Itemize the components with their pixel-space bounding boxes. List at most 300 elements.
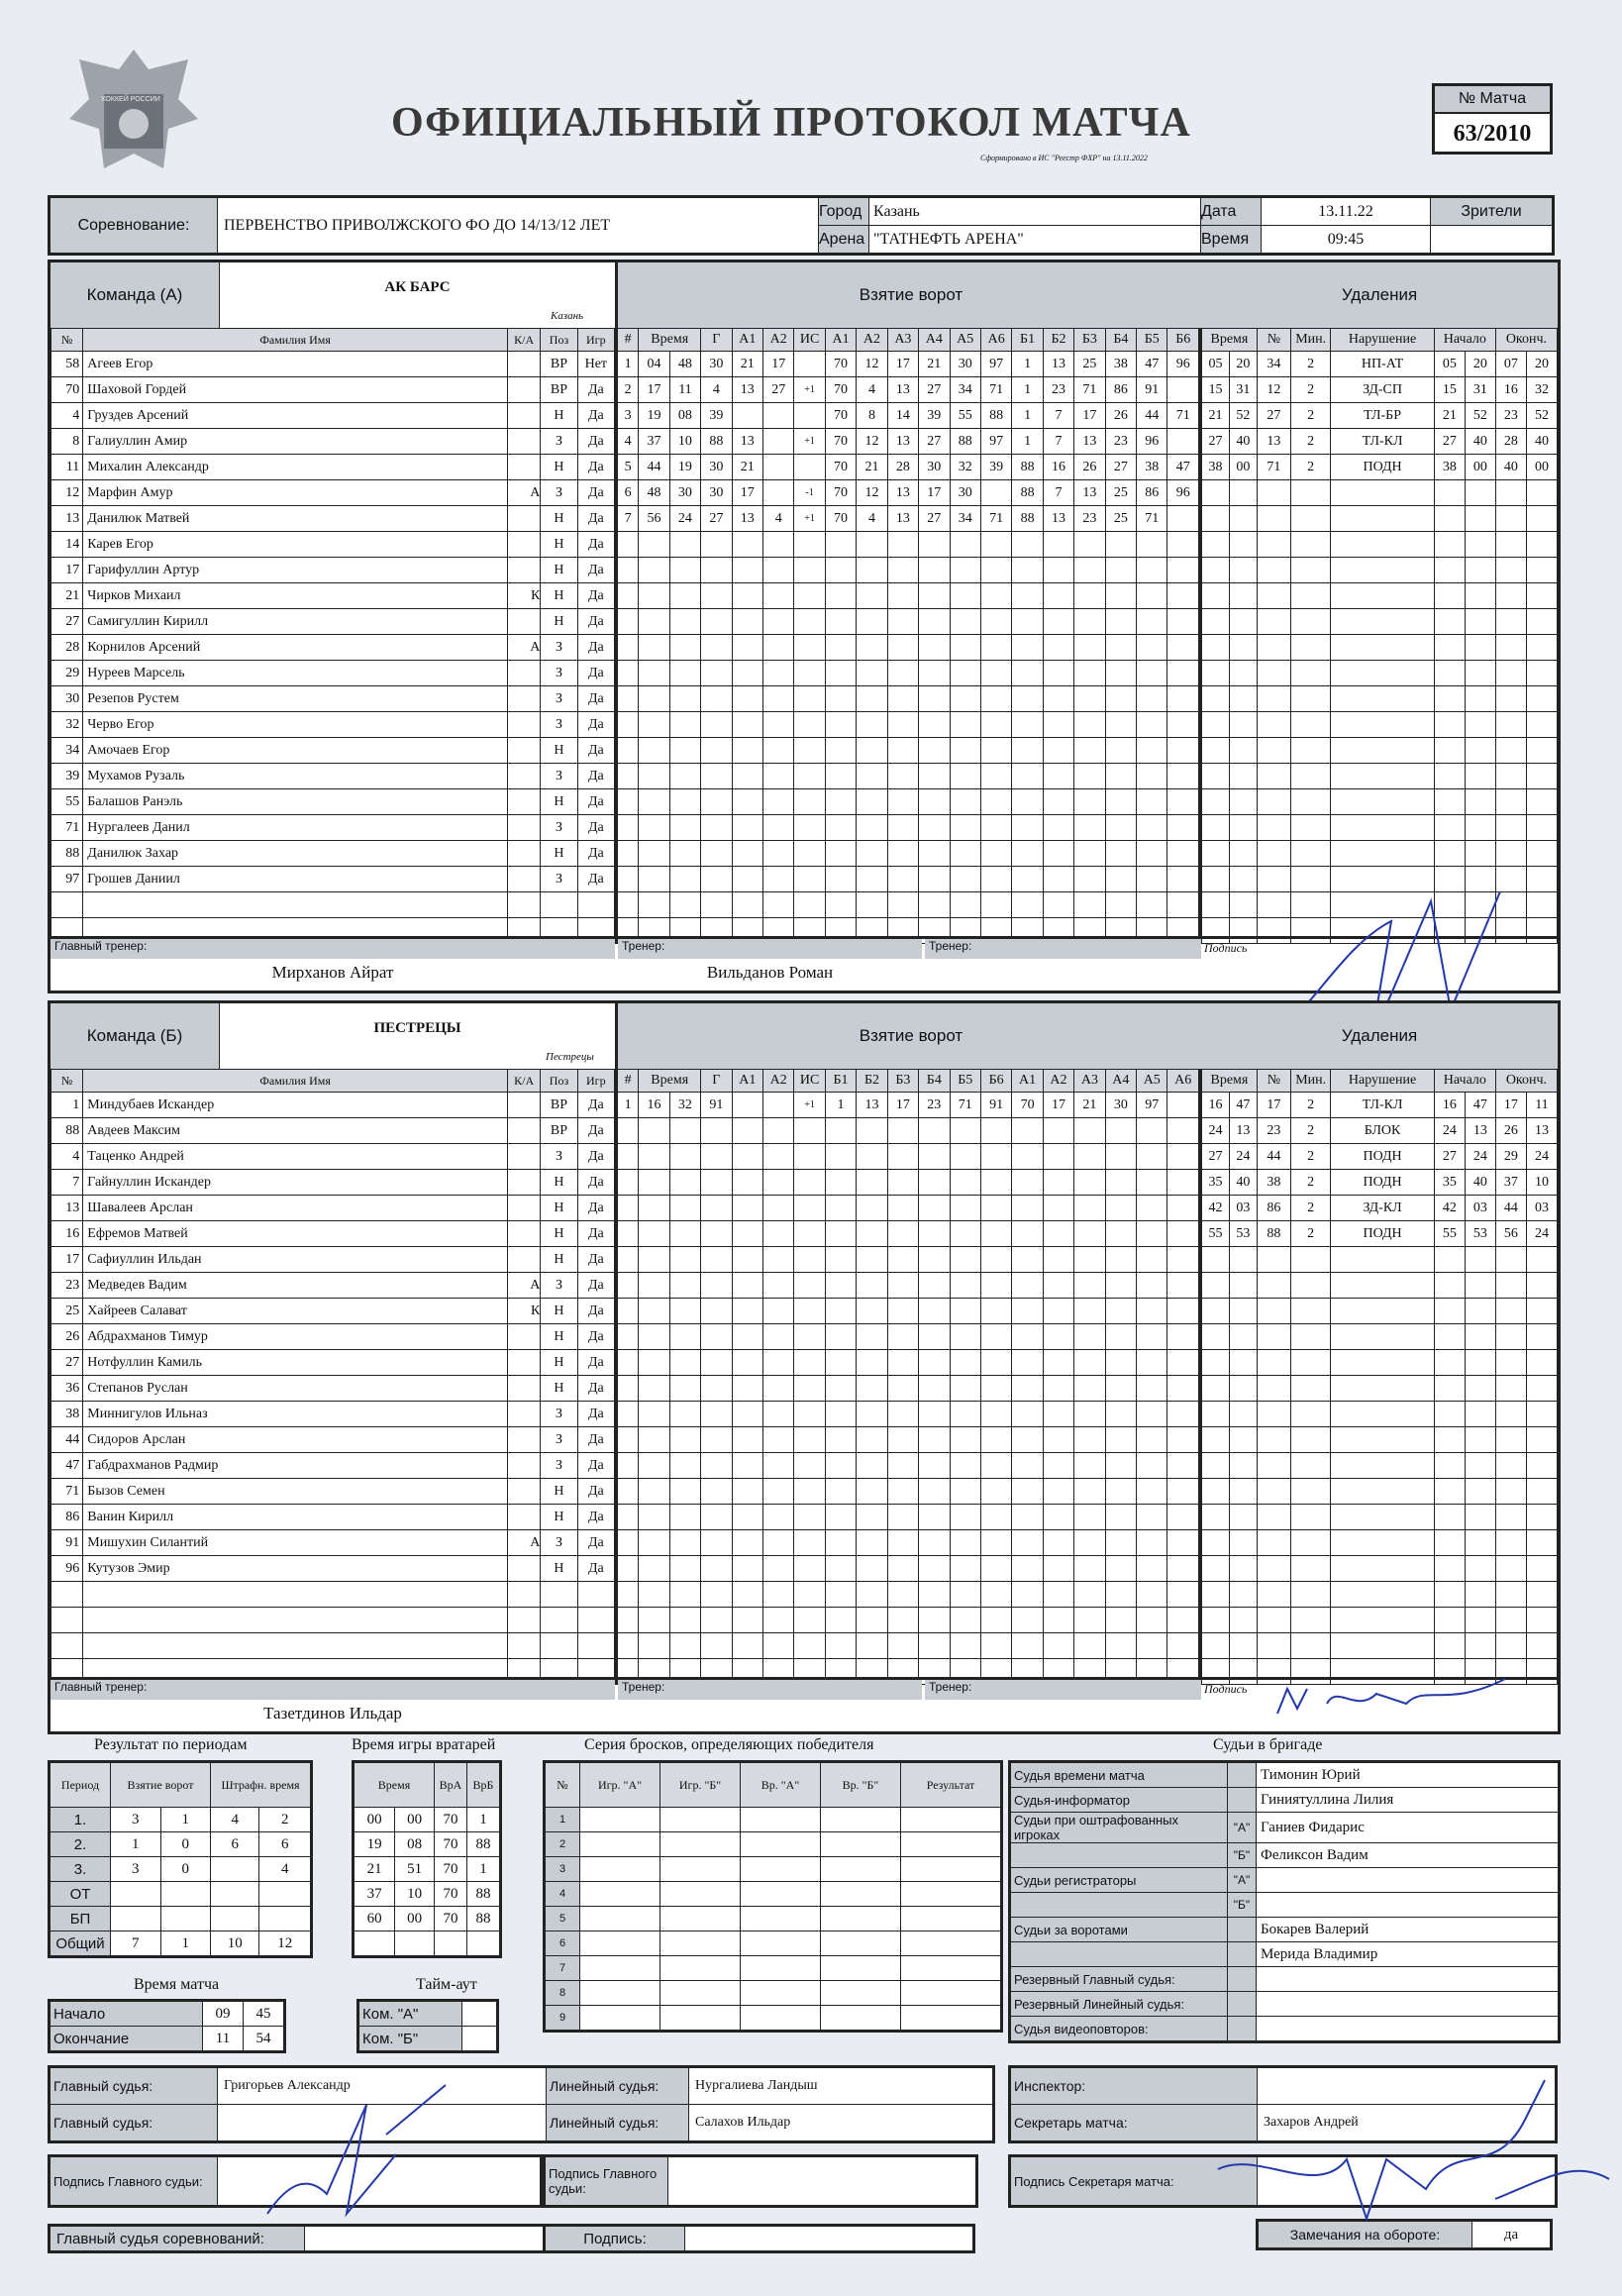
- time-label: Время: [1201, 226, 1262, 255]
- roster-col-header: К/А: [508, 329, 541, 352]
- penalty-cell: [1434, 1376, 1465, 1402]
- penalty-cell: [1257, 686, 1290, 712]
- goal-cell: [950, 1196, 980, 1221]
- goal-col-header: Г: [701, 1070, 732, 1093]
- penalty-cell: [1290, 661, 1330, 686]
- penalty-cell: ТЛ-КЛ: [1331, 429, 1434, 455]
- goal-cell: 27: [1105, 455, 1136, 480]
- goal-cell: [950, 686, 980, 712]
- penalty-cell: ПОДН: [1331, 1221, 1434, 1247]
- goal-cell: [919, 686, 950, 712]
- penalty-cell: [1229, 738, 1257, 764]
- goal-cell: [639, 532, 669, 558]
- goal-cell: [919, 1530, 950, 1556]
- goal-cell: [1105, 661, 1136, 686]
- remarks-value: да: [1472, 2221, 1552, 2249]
- goal-cell: [1012, 892, 1043, 918]
- goal-cell: [1043, 892, 1073, 918]
- player-role: К: [508, 583, 541, 609]
- goal-cell: [794, 1324, 825, 1350]
- roster-row: [51, 892, 615, 918]
- penalty-cell: [1331, 1273, 1434, 1299]
- player-name: [83, 1582, 508, 1608]
- player-plays: [577, 1582, 614, 1608]
- player-role: [508, 1118, 541, 1144]
- federation-emblem: [50, 40, 218, 193]
- player-role: К: [508, 1299, 541, 1324]
- goal-cell: [701, 867, 732, 892]
- goal-cell: [1105, 609, 1136, 635]
- penalty-cell: [1331, 1479, 1434, 1505]
- goal-cell: [1074, 1402, 1105, 1427]
- penalty-cell: 28: [1495, 429, 1526, 455]
- roster-row: [51, 480, 615, 506]
- goal-cell: [887, 1376, 918, 1402]
- goal-cell: 23: [1074, 506, 1105, 532]
- penalty-cell: 16: [1495, 377, 1526, 403]
- goal-cell: 44: [1137, 403, 1167, 429]
- penalty-cell: [1434, 1273, 1465, 1299]
- penalty-cell: [1434, 1402, 1465, 1427]
- shootout-number: 5: [545, 1907, 580, 1931]
- goal-cell: [825, 712, 856, 738]
- goal-col-header: А2: [857, 329, 887, 352]
- penalty-cell: [1495, 841, 1526, 867]
- goal-cell: [1137, 1144, 1167, 1170]
- penalty-cell: [1202, 1633, 1230, 1659]
- goal-cell: [887, 1221, 918, 1247]
- roster-col-header: Поз: [541, 329, 577, 352]
- penalty-cell: 05: [1202, 352, 1230, 377]
- team-b-coach-label: Тренер:: [618, 1680, 922, 1700]
- goal-cell: [825, 1144, 856, 1170]
- penalty-cell: [1290, 1633, 1330, 1659]
- player-plays: Да: [577, 1273, 614, 1299]
- goal-cell: [669, 1196, 700, 1221]
- player-position: З: [541, 1453, 577, 1479]
- penalty-row: [1202, 1505, 1558, 1530]
- shootout-cell: [821, 1832, 901, 1857]
- shootout-cell: [660, 1808, 741, 1832]
- penalty-cell: [1290, 815, 1330, 841]
- penalty-cell: [1495, 712, 1526, 738]
- goal-cell: 13: [732, 429, 762, 455]
- penalty-cell: 53: [1229, 1221, 1257, 1247]
- timeout-a-value: [462, 2001, 498, 2027]
- goal-cell: 4: [857, 377, 887, 403]
- referee-name: Тимонин Юрий: [1257, 1762, 1560, 1788]
- goal-cell: [762, 532, 793, 558]
- penalty-row: [1202, 1299, 1558, 1324]
- goal-cell: 88: [1012, 480, 1043, 506]
- team-b-signature-label: Подпись: [1204, 1682, 1248, 1696]
- goal-cell: [857, 1196, 887, 1221]
- goal-cell: [1137, 815, 1167, 841]
- penalty-cell: [1229, 1247, 1257, 1273]
- penalty-cell: [1495, 1608, 1526, 1633]
- goal-cell: [1137, 892, 1167, 918]
- goal-cell: [887, 1196, 918, 1221]
- penalty-cell: [1331, 1505, 1434, 1530]
- goal-cell: [639, 789, 669, 815]
- player-role: [508, 738, 541, 764]
- goal-cell: [887, 892, 918, 918]
- goal-cell: [732, 1350, 762, 1376]
- goal-cell: [701, 1582, 732, 1608]
- goal-cell: [1105, 789, 1136, 815]
- goal-cell: [980, 1221, 1011, 1247]
- penalty-cell: 27: [1202, 429, 1230, 455]
- goal-cell: [1043, 1608, 1073, 1633]
- goal-cell: [762, 1505, 793, 1530]
- goal-cell: [1105, 1530, 1136, 1556]
- penalty-cell: [1331, 1376, 1434, 1402]
- roster-col-header: Фамилия Имя: [83, 329, 508, 352]
- goal-cell: [919, 583, 950, 609]
- referee-role: Судья времени матча: [1010, 1762, 1228, 1788]
- penalty-cell: [1290, 686, 1330, 712]
- goal-cell: [762, 1479, 793, 1505]
- shootout-cell: [660, 1956, 741, 1981]
- goal-cell: [919, 738, 950, 764]
- goal-cell: 13: [732, 506, 762, 532]
- goal-cell: [1012, 1273, 1043, 1299]
- goal-cell: 30: [701, 352, 732, 377]
- goal-cell: [950, 558, 980, 583]
- referee-name: Мерида Владимир: [1257, 1942, 1560, 1967]
- goal-cell: [732, 1582, 762, 1608]
- penalty-cell: 15: [1434, 377, 1465, 403]
- player-position: З: [541, 480, 577, 506]
- goal-cell: [669, 1453, 700, 1479]
- goal-cell: [794, 1427, 825, 1453]
- referee-team: "Б": [1228, 1893, 1257, 1918]
- goal-cell: [639, 1221, 669, 1247]
- roster-row: [51, 429, 615, 455]
- player-role: [508, 1453, 541, 1479]
- goal-cell: 13: [1074, 480, 1105, 506]
- match-time-table: [48, 1999, 286, 2053]
- roster-row: [51, 1427, 615, 1453]
- goal-cell: [701, 764, 732, 789]
- player-name: Грошев Даниил: [83, 867, 508, 892]
- goal-cell: [1137, 635, 1167, 661]
- goal-row: [617, 558, 1200, 583]
- goal-cell: 86: [1137, 480, 1167, 506]
- referee-name: [1257, 1868, 1560, 1893]
- goal-cell: [919, 1376, 950, 1402]
- penalty-cell: 42: [1202, 1196, 1230, 1221]
- gk-row: [354, 1907, 501, 1931]
- penalty-cell: [1257, 1453, 1290, 1479]
- referee-team: [1228, 2017, 1257, 2042]
- player-plays: Да: [577, 1093, 614, 1118]
- shootout-col-header: Игр. "А": [580, 1762, 660, 1808]
- penalty-cell: [1526, 1479, 1557, 1505]
- penalty-cell: 27: [1202, 1144, 1230, 1170]
- penalty-cell: [1202, 1556, 1230, 1582]
- player-number: 27: [51, 609, 83, 635]
- penalty-cell: [1495, 558, 1526, 583]
- goal-cell: [825, 635, 856, 661]
- goal-cell: [617, 1427, 639, 1453]
- goal-cell: [1137, 609, 1167, 635]
- player-plays: Да: [577, 635, 614, 661]
- penalty-cell: [1290, 1427, 1330, 1453]
- goal-cell: [794, 1196, 825, 1221]
- goal-cell: 38: [1137, 455, 1167, 480]
- goal-cell: [950, 532, 980, 558]
- penalty-row: [1202, 352, 1558, 377]
- goal-cell: [639, 1247, 669, 1273]
- penalty-cell: [1526, 764, 1557, 789]
- goal-row: [617, 1556, 1200, 1582]
- goal-cell: [617, 1582, 639, 1608]
- goal-col-header: Б5: [1137, 329, 1167, 352]
- penalty-row: [1202, 1479, 1558, 1505]
- goal-cell: [919, 1196, 950, 1221]
- player-plays: Да: [577, 1118, 614, 1144]
- penalty-cell: [1526, 609, 1557, 635]
- penalty-cell: 03: [1526, 1196, 1557, 1221]
- goal-cell: [919, 532, 950, 558]
- goal-cell: 12: [857, 352, 887, 377]
- penalty-cell: [1257, 1299, 1290, 1324]
- player-position: З: [541, 1427, 577, 1453]
- goal-cell: [950, 635, 980, 661]
- penalty-cell: [1202, 1453, 1230, 1479]
- goal-cell: [950, 1530, 980, 1556]
- shootout-cell: [821, 1956, 901, 1981]
- goal-cell: [1137, 1427, 1167, 1453]
- player-role: [508, 1170, 541, 1196]
- results-cell: [111, 1882, 161, 1907]
- goal-cell: [701, 1608, 732, 1633]
- penalty-row: [1202, 1273, 1558, 1299]
- goal-cell: [794, 609, 825, 635]
- goal-cell: 21: [732, 352, 762, 377]
- penalty-row: [1202, 789, 1558, 815]
- goal-cell: 91: [701, 1093, 732, 1118]
- player-position: З: [541, 686, 577, 712]
- goal-cell: [980, 764, 1011, 789]
- gk-col-header: ВрБ: [467, 1762, 501, 1808]
- goal-cell: [732, 1479, 762, 1505]
- goal-cell: [825, 815, 856, 841]
- goal-row: [617, 480, 1200, 506]
- player-number: [51, 1608, 83, 1633]
- goal-cell: [919, 841, 950, 867]
- penalty-cell: 47: [1229, 1093, 1257, 1118]
- goal-cell: 1: [1012, 352, 1043, 377]
- goal-cell: 13: [1043, 506, 1073, 532]
- player-plays: Да: [577, 506, 614, 532]
- gk-cell: 21: [354, 1857, 395, 1882]
- match-number-label: № Матча: [1435, 86, 1550, 114]
- goal-cell: 27: [701, 506, 732, 532]
- goal-cell: [1167, 1530, 1200, 1556]
- goal-col-header: А6: [980, 329, 1011, 352]
- penalty-row: [1202, 1221, 1558, 1247]
- goal-cell: [1167, 789, 1200, 815]
- goal-cell: [887, 1299, 918, 1324]
- emblem-text: ХОККЕЙ РОССИИ: [101, 96, 160, 103]
- goal-row: [617, 1118, 1200, 1144]
- shootout-cell: [901, 2006, 1002, 2032]
- goal-cell: [701, 583, 732, 609]
- shootout-row: [545, 1931, 1002, 1956]
- goal-cell: [732, 1453, 762, 1479]
- goal-cell: [1012, 532, 1043, 558]
- sig-main-label: Подпись Главного судьи:: [50, 2156, 218, 2207]
- goal-cell: [732, 558, 762, 583]
- goal-row: [617, 1350, 1200, 1376]
- penalty-cell: [1495, 686, 1526, 712]
- goal-row: [617, 1427, 1200, 1453]
- goal-cell: [762, 686, 793, 712]
- goal-cell: [857, 1170, 887, 1196]
- penalty-cell: [1229, 1376, 1257, 1402]
- goal-cell: [732, 1170, 762, 1196]
- penalty-cell: [1202, 635, 1230, 661]
- penalty-cell: [1434, 1633, 1465, 1659]
- goal-cell: [762, 480, 793, 506]
- goal-cell: [1167, 661, 1200, 686]
- goal-cell: 88: [701, 429, 732, 455]
- player-plays: Да: [577, 1350, 614, 1376]
- goal-cell: [617, 1608, 639, 1633]
- penalty-cell: 56: [1495, 1221, 1526, 1247]
- penalty-cell: [1526, 738, 1557, 764]
- goal-cell: [1167, 1144, 1200, 1170]
- goal-cell: [1167, 1221, 1200, 1247]
- referee-role: [1010, 1942, 1228, 1967]
- end-hour: 11: [203, 2027, 244, 2052]
- penalty-cell: [1229, 661, 1257, 686]
- penalty-cell: [1331, 841, 1434, 867]
- goal-cell: [950, 815, 980, 841]
- goal-cell: [919, 1221, 950, 1247]
- goal-cell: 14: [887, 403, 918, 429]
- player-position: Н: [541, 1350, 577, 1376]
- player-name: Авдеев Максим: [83, 1118, 508, 1144]
- goal-cell: [1137, 789, 1167, 815]
- goal-cell: [794, 1402, 825, 1427]
- goal-cell: [701, 686, 732, 712]
- goal-cell: [639, 635, 669, 661]
- goal-cell: [887, 1427, 918, 1453]
- penalty-cell: [1465, 1479, 1495, 1505]
- penalty-cell: [1331, 764, 1434, 789]
- goal-cell: [762, 1530, 793, 1556]
- penalty-cell: [1434, 661, 1465, 686]
- player-role: [508, 609, 541, 635]
- roster-row: [51, 1093, 615, 1118]
- player-role: [508, 1402, 541, 1427]
- gk-cell: 88: [467, 1882, 501, 1907]
- penalty-row: [1202, 455, 1558, 480]
- shootout-cell: [580, 1808, 660, 1832]
- player-name: Нургалеев Данил: [83, 815, 508, 841]
- goal-row: [617, 1582, 1200, 1608]
- goal-cell: [794, 1505, 825, 1530]
- gk-table: [352, 1760, 502, 1958]
- goal-col-header: А4: [919, 329, 950, 352]
- penalty-cell: 13: [1257, 429, 1290, 455]
- shootout-cell: [901, 1981, 1002, 2006]
- player-position: Н: [541, 403, 577, 429]
- goal-cell: [1137, 712, 1167, 738]
- goal-cell: [762, 764, 793, 789]
- goal-cell: [887, 738, 918, 764]
- goal-cell: [950, 738, 980, 764]
- goal-cell: [794, 1582, 825, 1608]
- player-role: [508, 712, 541, 738]
- goal-cell: [701, 1221, 732, 1247]
- penalty-cell: [1257, 480, 1290, 506]
- goal-cell: 71: [1167, 403, 1200, 429]
- goal-cell: [1043, 1324, 1073, 1350]
- goal-cell: [1074, 1144, 1105, 1170]
- gk-cell: 70: [435, 1808, 467, 1832]
- goal-cell: [762, 1324, 793, 1350]
- penalty-row: [1202, 1402, 1558, 1427]
- penalty-cell: [1202, 764, 1230, 789]
- goal-cell: [950, 764, 980, 789]
- goal-cell: [857, 1556, 887, 1582]
- goal-cell: [825, 1402, 856, 1427]
- player-number: 4: [51, 1144, 83, 1170]
- goal-cell: 70: [825, 352, 856, 377]
- penalty-cell: 15: [1202, 377, 1230, 403]
- goal-cell: [1167, 609, 1200, 635]
- goal-cell: [1043, 738, 1073, 764]
- goal-cell: [617, 1170, 639, 1196]
- team-b-section: [48, 1000, 1561, 1734]
- goal-cell: [639, 712, 669, 738]
- goal-cell: 13: [887, 506, 918, 532]
- goal-cell: [825, 609, 856, 635]
- goal-cell: [794, 738, 825, 764]
- roster-row: [51, 377, 615, 403]
- goal-col-header: Б3: [1074, 329, 1105, 352]
- referee-team: [1228, 1942, 1257, 1967]
- player-position: ВР: [541, 352, 577, 377]
- goal-cell: [1074, 1608, 1105, 1633]
- goal-cell: [1043, 1299, 1073, 1324]
- goal-cell: [1012, 1247, 1043, 1273]
- penalty-cell: [1229, 1427, 1257, 1453]
- penalty-cell: [1495, 1402, 1526, 1427]
- goal-cell: [669, 1350, 700, 1376]
- goal-cell: [825, 532, 856, 558]
- penalty-cell: [1290, 506, 1330, 532]
- shootout-number: 8: [545, 1981, 580, 2006]
- timeout-table: [356, 1999, 499, 2053]
- goal-cell: 12: [857, 429, 887, 455]
- roster-row: [51, 609, 615, 635]
- team-b-signature: [1267, 1674, 1515, 1723]
- penalty-row: [1202, 1196, 1558, 1221]
- goal-cell: 2: [617, 377, 639, 403]
- penalty-cell: [1526, 1350, 1557, 1376]
- penalty-cell: [1331, 1299, 1434, 1324]
- goal-cell: [732, 1608, 762, 1633]
- goal-cell: [617, 841, 639, 867]
- goal-cell: [617, 1376, 639, 1402]
- competition-signature-box: [543, 2224, 975, 2253]
- goal-col-header: А5: [950, 329, 980, 352]
